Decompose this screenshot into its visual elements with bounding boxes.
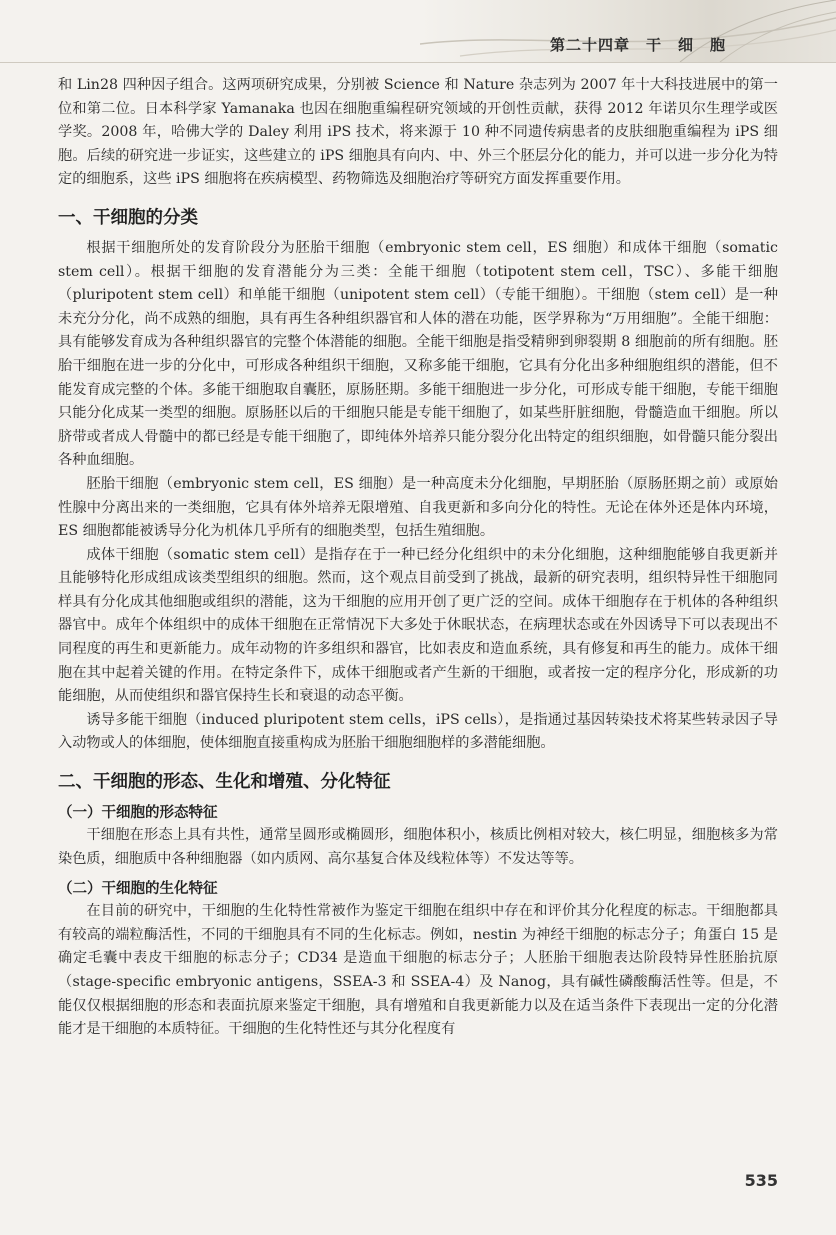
paragraph: 胚胎干细胞（embryonic stem cell，ES 细胞）是一种高度未分化细胞，早期胚胎（原肠胚期之前）或原始性腺中分离出来的一类细胞，它具有体外培养无限增殖、自我更新和多向分化的特性。无论在体外还是体内环境，ES 细胞都能被诱导分化为机体几乎所有的细胞类型，包括生殖细胞。 [58,475,778,540]
section-heading-characteristics: 二、干细胞的形态、生化和增殖、分化特征 [58,772,391,793]
paragraph: 成体干细胞（somatic stem cell）是指存在于一种已经分化组织中的未分化细胞，这种细胞能够自我更新并且能够特化形成组成该类型组织的细胞。然而，这个观点目前受到了挑战，最新的研究表明，组织特异性干细胞同样具有分化成其他细胞或组织的潜能，这为干细胞的应用开创了更广泛的空间。成体干细胞存在于机体的各种组织器官中。成年个体组织中的成体干细胞在正常情况下大多处于休眠状态，在病理状态或在外因诱导下可以表现出不同程度的再生和更新能力。成年动物的许多组织和器官，比如表皮和造血系统，具有修复和再生的能力。成体干细胞在其中起着关键的作用。在特定条件下，成体干细胞或者产生新的干细胞，或者按一定的程序分化，形成新的功能细胞，从而使组织和器官保持生长和衰退的动态平衡。 [58,546,778,705]
paragraph: 干细胞在形态上具有共性，通常呈圆形或椭圆形，细胞体积小，核质比例相对较大，核仁明显，细胞核多为常染色质，细胞质中各种细胞器（如内质网、高尔基复合体及线粒体等）不发达等等。 [58,827,778,867]
page-header [0,0,836,63]
subsection-heading-morphology: （一）干细胞的形态特征 [58,805,218,822]
paragraph: 根据干细胞所处的发育阶段分为胚胎干细胞（embryonic stem cell，ES 细胞）和成体干细胞（somatic stem cell）。根据干细胞的发育潜能分为三类：全能干细胞（totipotent stem cell，TSC）、多能干细胞（pluripotent stem cell）和单能干细胞（unipotent stem cell）（专能干细胞）。干细胞（stem cell）是一种未充分分化，尚不成熟的细胞，具有再生各种组织器官和人体的潜在功能，医学界称为“万用细胞”。全能干细胞：具有能够发育成为各种组织器官的完整个体潜能的细胞。全能干细胞是指受精卵到卵裂期 8 细胞前的所有细胞。胚胎干细胞在进一步的分化中，可形成各种组织干细胞，又称多能干细胞，它具有分化出多种细胞组织的潜能，但不能发育成完整的个体。多能干细胞取自囊胚，原肠胚期。多能干细胞进一步分化，可形成专能干细胞，专能干细胞只能分化成某一类型的细胞。原肠胚以后的干细胞只能是专能干细胞了，如某些肝脏细胞，骨髓造血干细胞。所以脐带或者成人骨髓中的都已经是专能干细胞了，即纯体外培养只能分裂分化出特定的组织细胞，如骨髓只能分裂出各种血细胞。 [58,239,778,469]
page-content [58,74,778,1042]
section-heading-classification: 一、干细胞的分类 [58,207,198,228]
page-number: 535 [744,1171,778,1190]
paragraph-intro: 和 Lin28 四种因子组合。这两项研究成果，分别被 Science 和 Nature 杂志列为 2007 年十大科技进展中的第一位和第二位。日本科学家 Yamanaka 也因在细胞重编程研究领域的开创性贡献，获得 2012 年诺贝尔生理学或医学奖。2008 年，哈佛大学的 Daley 利用 iPS 技术，将来源于 10 种不同遗传病患者的皮肤细胞重编程为 iPS 细胞。后续的研究进一步证实，这些建立的 iPS 细胞具有向内、中、外三个胚层分化的能力，并可以进一步分化为特定的细胞系，这些 iPS 细胞将在疾病模型、药物筛选及细胞治疗等研究方面发挥重要作用。 [58,77,778,188]
paragraph: 在目前的研究中，干细胞的生化特性常被作为鉴定干细胞在组织中存在和评价其分化程度的标志。干细胞都具有较高的端粒酶活性，不同的干细胞具有不同的生化标志。例如，nestin 为神经干细胞的标志分子；角蛋白 15 是确定毛囊中表皮干细胞的标志分子；CD34 是造血干细胞的标志分子；人胚胎干细胞表达阶段特异性胚胎抗原（stage-specific embryonic antigens，SSEA-3 和 SSEA-4）及 Nanog，具有碱性磷酸酶活性等。但是，不能仅仅根据细胞的形态和表面抗原来鉴定干细胞，具有增殖和自我更新能力以及在适当条件下表现出一定的分化潜能才是干细胞的本质特征。干细胞的生化特性还与其分化程度有 [58,903,778,1038]
paragraph: 诱导多能干细胞（induced pluripotent stem cells，iPS cells），是指通过基因转染技术将某些转录因子导入动物或人的体细胞，使体细胞直接重构成为胚胎干细胞细胞样的多潜能细胞。 [58,711,778,752]
subsection-heading-biochemistry: （二）干细胞的生化特征 [58,881,218,898]
chapter-title: 第二十四章 干 细 胞 [549,36,726,54]
